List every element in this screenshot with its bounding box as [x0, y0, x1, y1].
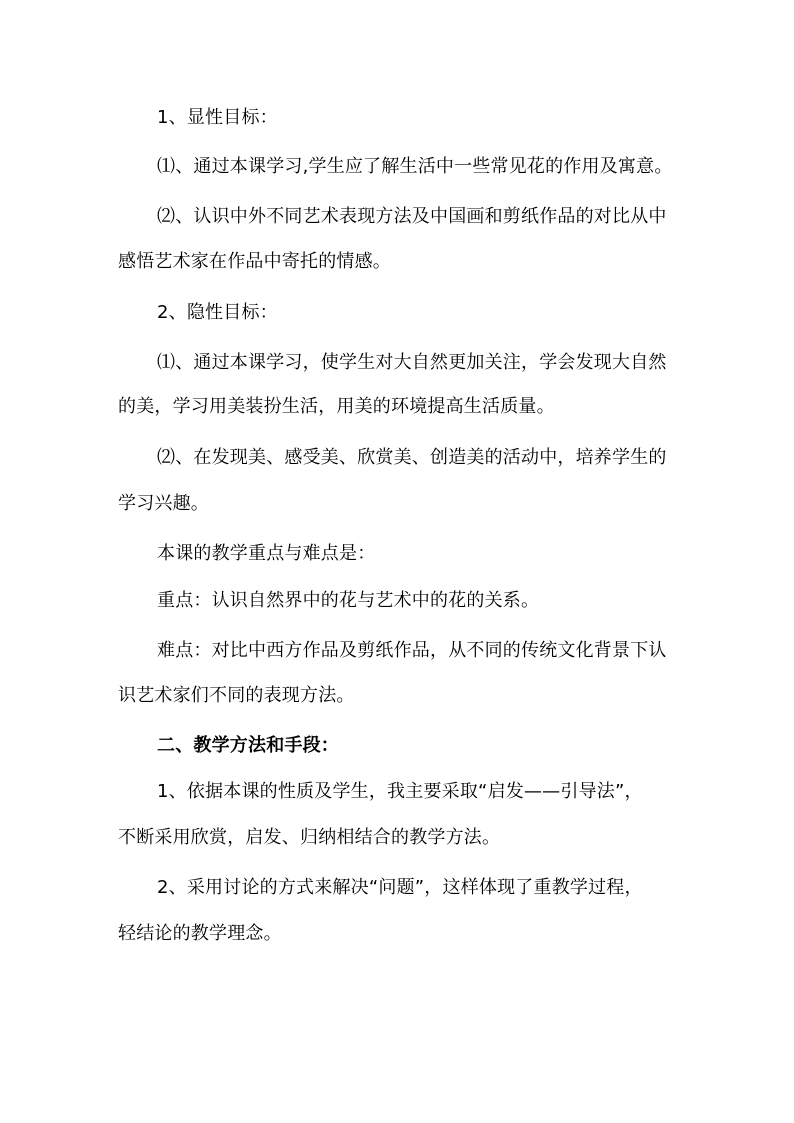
implicit-goals-heading: 2、隐性目标：: [157, 302, 278, 323]
explicit-goal-2-line-2: 感悟艺术家在作品中寄托的情感。: [118, 251, 391, 272]
implicit-goal-2-line-2: 学习兴趣。: [118, 493, 209, 514]
implicit-goal-1-line-2: 的美，学习用美装扮生活，用美的环境提高生活质量。: [118, 396, 555, 417]
method-1-line-2: 不断采用欣赏，启发、归纳相结合的教学方法。: [118, 827, 501, 848]
implicit-goal-1-line-1: ⑴、通过本课学习，使学生对大自然更加关注，学会发现大自然: [157, 352, 667, 373]
difficult-point-line-2: 识艺术家们不同的表现方法。: [118, 685, 355, 706]
explicit-goal-1: ⑴、通过本课学习,学生应了解生活中一些常见花的作用及寓意。: [157, 156, 673, 177]
explicit-goals-heading: 1、显性目标：: [157, 107, 278, 128]
method-1-line-1: 1、依据本课的性质及学生，我主要采取“启发——引导法”，: [157, 781, 643, 802]
key-points-intro: 本课的教学重点与难点是：: [157, 543, 376, 564]
method-2-line-2: 轻结论的教学理念。: [118, 923, 282, 944]
method-2-line-1: 2、采用讨论的方式来解决“问题”，这样体现了重教学过程，: [157, 877, 643, 898]
key-point: 重点：认识自然界中的花与艺术中的花的关系。: [157, 590, 540, 611]
difficult-point-line-1: 难点：对比中西方作品及剪纸作品，从不同的传统文化背景下认: [157, 640, 667, 661]
implicit-goal-2-line-1: ⑵、在发现美、感受美、欣赏美、创造美的活动中，培养学生的: [157, 447, 667, 468]
explicit-goal-2-line-1: ⑵、认识中外不同艺术表现方法及中国画和剪纸作品的对比从中: [157, 206, 667, 227]
section-heading-methods: 二、教学方法和手段：: [157, 735, 339, 756]
